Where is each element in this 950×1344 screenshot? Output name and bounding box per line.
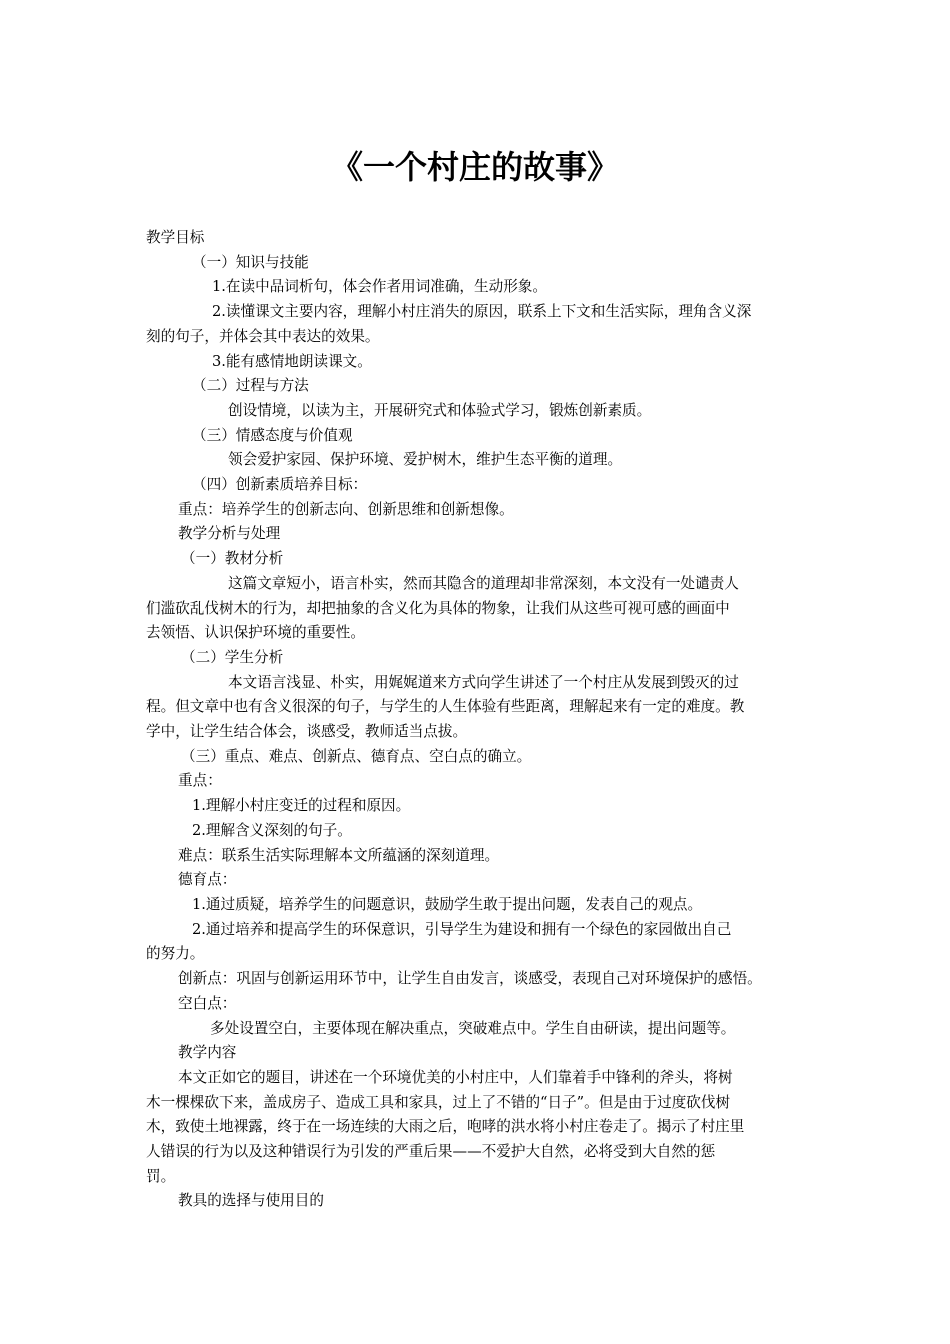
list-item: 1.通过质疑，培养学生的问题意识，鼓励学生敢于提出问题，发表自己的观点。: [192, 895, 703, 913]
paragraph-line: 的努力。: [146, 945, 205, 963]
paragraph-line: 创设情境，以读为主，开展研究式和体验式学习，锻炼创新素质。: [228, 401, 652, 419]
paragraph-line: 3.能有感情地朗读课文。: [212, 352, 372, 370]
paragraph-line: 创新点：巩固与创新运用环节中，让学生自由发言，谈感受，表现自己对环境保护的感悟。: [178, 970, 762, 988]
section-heading: 教学分析与处理: [178, 525, 281, 543]
list-item: 2.通过培养和提高学生的环保意识，引导学生为建设和拥有一个绿色的家园做出自己: [192, 920, 732, 938]
section-heading: 教学内容: [178, 1044, 237, 1062]
paragraph-line: 刻的句子，并体会其中表达的效果。: [146, 327, 380, 345]
subsection-heading: （一）知识与技能: [192, 253, 309, 271]
subsection-heading: （三）情感态度与价值观: [192, 426, 353, 444]
paragraph-line: 重点：: [178, 772, 222, 790]
document-body: [146, 226, 818, 1214]
subsection-heading: （四）创新素质培养目标：: [192, 476, 368, 494]
subsection-heading: （一）教材分析: [181, 550, 284, 568]
subsection-heading: （三）重点、难点、创新点、德育点、空白点的确立。: [181, 747, 532, 765]
paragraph-line: 2.读懂课文主要内容，理解小村庄消失的原因，联系上下文和生活实际，理角含义深: [212, 303, 752, 321]
paragraph-line: 这篇文章短小，语言朴实，然而其隐含的道理却非常深刻，本文没有一处谴责人: [228, 574, 739, 592]
subsection-heading: （二）学生分析: [181, 648, 284, 666]
section-heading: 教具的选择与使用目的: [178, 1192, 324, 1210]
paragraph-line: 多处设置空白，主要体现在解决重点，突破难点中。学生自由研读，提出问题等。: [210, 1019, 736, 1037]
document-title: 《一个村庄的故事》: [330, 148, 619, 187]
paragraph-line: 木一棵棵砍下来，盖成房子、造成工具和家具，过上了不错的“日子”。但是由于过度砍伐树: [146, 1093, 731, 1111]
paragraph-line: 难点：联系生活实际理解本文所蕴涵的深刻道理。: [178, 846, 500, 864]
paragraph-line: 空白点：: [178, 994, 237, 1012]
paragraph-line: 本文语言浅显、朴实，用娓娓道来方式向学生讲述了一个村庄从发展到毁灭的过: [228, 673, 739, 691]
paragraph-line: 重点：培养学生的创新志向、创新思维和创新想像。: [178, 500, 514, 518]
list-item: 2.理解含义深刻的句子。: [192, 821, 352, 839]
paragraph-line: 程。但文章中也有含义很深的句子，与学生的人生体验有些距离，理解起来有一定的难度。教: [146, 698, 745, 716]
paragraph-line: 德育点：: [178, 871, 237, 889]
paragraph-line: 学中，让学生结合体会，谈感受，教师适当点拔。: [146, 723, 468, 741]
paragraph-line: 本文正如它的题目，讲述在一个环境优美的小村庄中，人们靠着手中锋利的斧头，将树: [178, 1068, 733, 1086]
paragraph-line: 们滥砍乱伐树木的行为，却把抽象的含义化为具体的物象，让我们从这些可视可感的画面中: [146, 599, 730, 617]
paragraph-line: 去领悟、认识保护环境的重要性。: [146, 624, 365, 642]
paragraph-line: 木，致使土地裸露，终于在一场连续的大雨之后，咆哮的洪水将小村庄卷走了。揭示了村庄里: [146, 1118, 745, 1136]
paragraph-line: 人错误的行为以及这种错误行为引发的严重后果——不爱护大自然，必将受到大自然的惩: [146, 1143, 716, 1161]
section-heading: 教学目标: [146, 229, 205, 246]
paragraph-line: 1.在读中品词析句，体会作者用词准确，生动形象。: [212, 278, 547, 296]
paragraph-line: 领会爱护家园、保护环境、爱护树木，维护生态平衡的道理。: [228, 451, 623, 469]
paragraph-line: 罚。: [146, 1167, 176, 1185]
subsection-heading: （二）过程与方法: [192, 377, 309, 395]
list-item: 1.理解小村庄变迁的过程和原因。: [192, 797, 411, 815]
